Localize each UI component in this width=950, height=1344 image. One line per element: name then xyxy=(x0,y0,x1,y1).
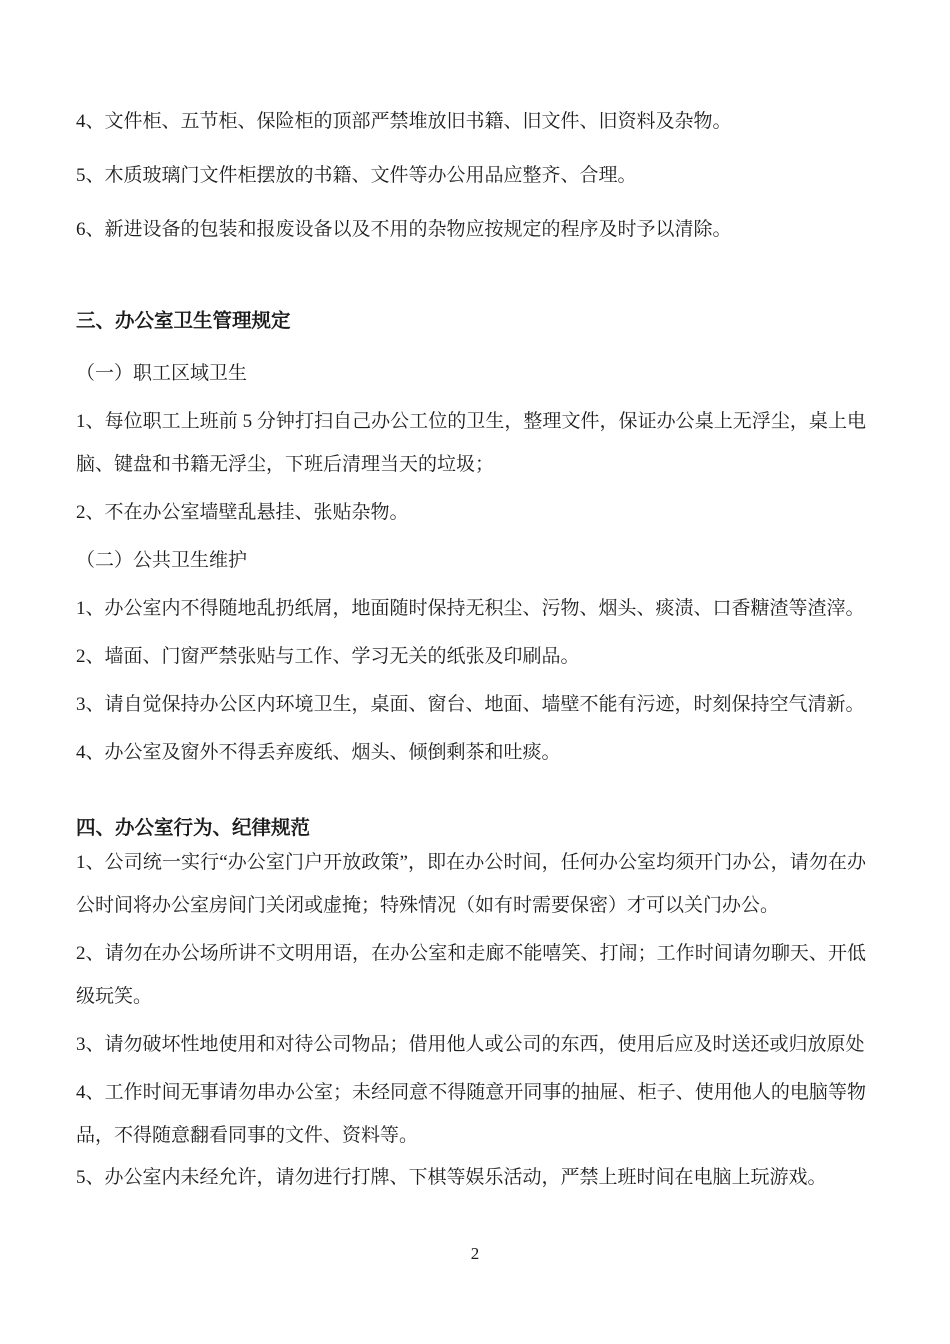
list-item: 6、新进设备的包装和报废设备以及不用的杂物应按规定的程序及时予以清除。 xyxy=(76,219,732,240)
list-item: 4、工作时间无事请勿串办公室；未经同意不得随意开同事的抽屉、柜子、使用他人的电脑等物品，不得随意翻看同事的文件、资料等。 xyxy=(76,1082,866,1146)
list-item: 3、请自觉保持办公区内环境卫生，桌面、窗台、地面、墙壁不能有污迹，时刻保持空气清新。 xyxy=(76,694,865,715)
list-item: 4、文件柜、五节柜、保险柜的顶部严禁堆放旧书籍、旧文件、旧资料及杂物。 xyxy=(76,111,732,132)
list-item: 5、办公室内未经允许，请勿进行打牌、下棋等娱乐活动，严禁上班时间在电脑上玩游戏。 xyxy=(76,1167,827,1188)
list-item: 4、办公室及窗外不得丢弃废纸、烟头、倾倒剩茶和吐痰。 xyxy=(76,742,561,763)
list-item: 5、木质玻璃门文件柜摆放的书籍、文件等办公用品应整齐、合理。 xyxy=(76,165,637,186)
list-item: 1、公司统一实行“办公室门户开放政策”，即在办公时间，任何办公室均须开门办公，请勿在办公时间将办公室房间门关闭或虚掩；特殊情况（如有时需要保密）才可以关门办公。 xyxy=(76,852,866,916)
list-item: 3、请勿破坏性地使用和对待公司物品；借用他人或公司的东西，使用后应及时送还或归放原处 xyxy=(76,1034,865,1055)
list-item: 2、请勿在办公场所讲不文明用语，在办公室和走廊不能嘻笑、打闹；工作时间请勿聊天、开低级玩笑。 xyxy=(76,943,866,1007)
list-item: 1、办公室内不得随地乱扔纸屑，地面随时保持无积尘、污物、烟头、痰渍、口香糖渣等渣滓。 xyxy=(76,598,865,619)
subsection-heading-staff-area: （一）职工区域卫生 xyxy=(76,363,248,384)
list-item: 1、每位职工上班前 5 分钟打扫自己办公工位的卫生，整理文件，保证办公桌上无浮尘，桌上电脑、键盘和书籍无浮尘，下班后清理当天的垃圾； xyxy=(76,411,866,475)
section-heading-office-conduct: 四、办公室行为、纪律规范 xyxy=(76,818,311,839)
list-item: 2、不在办公室墙壁乱悬挂、张贴杂物。 xyxy=(76,502,409,523)
page-number: 2 xyxy=(470,1244,480,1263)
section-heading-office-hygiene: 三、办公室卫生管理规定 xyxy=(76,311,291,332)
list-item: 2、墙面、门窗严禁张贴与工作、学习无关的纸张及印刷品。 xyxy=(76,646,580,667)
subsection-heading-public-hygiene: （二）公共卫生维护 xyxy=(76,550,248,571)
